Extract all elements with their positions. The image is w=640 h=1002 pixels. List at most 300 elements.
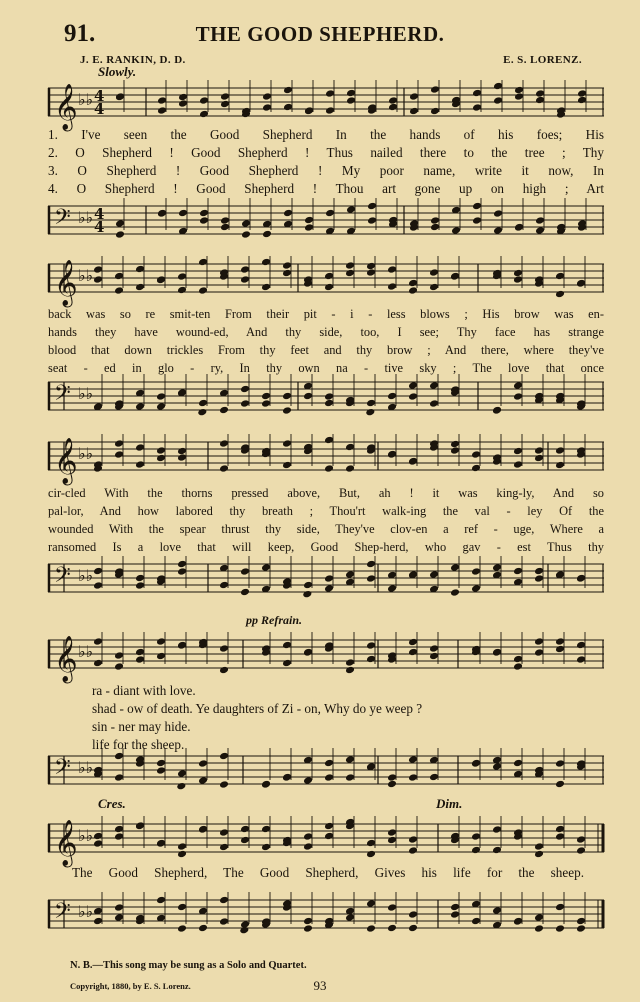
note-head [282,439,292,448]
note-head [304,216,314,225]
note-head [303,581,313,590]
note-head [408,773,418,782]
bass-staff [48,554,604,606]
note-head [115,230,125,239]
note-head [261,843,271,852]
note-head [324,773,334,782]
note-head [408,638,418,647]
key-signature-icon: ♭♭ [78,208,94,227]
note-head [114,773,124,782]
lyric-line: 1. I've seen the Good Shepherd In the hands of his foes; His [48,127,604,142]
note-head [408,910,418,919]
note-head [429,570,439,579]
note-head [513,269,523,278]
note-head [262,92,272,101]
note-head [157,106,167,115]
note-head [514,86,524,95]
note-head [198,286,208,295]
note-head [534,913,544,922]
note-head [261,780,271,789]
note-head [135,460,145,469]
note-head [240,825,250,834]
lyric-line: 4. O Shepherd ! Good Shepherd ! Thou art gone up on high ; Art [48,181,604,196]
note-head [366,262,376,271]
note-head [156,839,166,848]
note-head [408,835,418,844]
treble-staff [48,78,604,130]
note-head [576,641,586,650]
note-head [387,836,397,845]
note-head [345,269,355,278]
note-head [302,590,312,599]
note-head [555,924,565,933]
note-head [93,659,103,668]
lyric-line: hands they have wound-ed, And thy side, too, I see; Thy face has strange [48,325,604,339]
note-head [93,567,103,576]
note-head [239,926,249,935]
note-head [450,588,460,597]
note-head [199,216,209,225]
note-head [177,842,187,851]
note-head [198,258,208,267]
note-head [513,917,523,926]
note-head [135,581,145,590]
note-head [535,216,545,225]
lyric-line: wounded With the spear thrust thy side, They've clov-en a ref - uge, Where a [48,522,604,536]
bass-clef-icon: 𝄢 [54,205,71,235]
key-signature-icon: ♭♭ [78,902,94,921]
note-head [388,103,398,112]
note-head [177,924,187,933]
note-head [367,216,377,225]
note-head [387,282,397,291]
note-head [493,82,503,91]
note-head [114,913,124,922]
note-head [157,209,167,218]
key-signature-icon: ♭♭ [78,642,94,661]
note-head [387,584,397,593]
note-head [325,106,335,115]
note-head [555,446,565,455]
note-head [114,662,124,671]
note-head [156,759,166,768]
note-head [324,283,334,292]
note-head [177,447,187,456]
note-head [555,903,565,912]
note-head [450,563,460,572]
time-signature-icon: 4 [94,205,105,223]
note-head [576,279,586,288]
treble-clef-icon: 𝄞 [54,438,78,484]
note-head [555,780,565,789]
crescendo-marking: Cres. [98,796,126,811]
note-head [282,269,292,278]
treble-clef-icon: 𝄞 [54,820,78,866]
note-head [177,641,187,650]
note-head [513,447,523,456]
note-head [451,226,461,235]
note-head [219,843,229,852]
note-head [429,652,439,661]
note-head [219,828,229,837]
note-head [135,574,145,583]
lyric-line: 3. O Shepherd ! Good Shepherd ! My poor name, write it now, In [48,163,604,178]
note-head [387,780,397,789]
note-head [513,275,523,284]
time-signature-icon: 4 [94,218,105,236]
verse-lyrics [48,484,604,556]
note-head [219,896,229,905]
bass-staff [48,372,604,424]
note-head [93,581,103,590]
note-head [303,917,313,926]
note-head [555,272,565,281]
note-head [198,776,208,785]
note-head [408,648,418,657]
note-head [471,567,481,576]
note-head [324,759,334,768]
note-head [430,107,440,116]
note-head [514,223,524,232]
note-head [492,762,502,771]
note-head [472,89,482,98]
note-head [366,268,376,277]
note-head [472,103,482,112]
lyric-line: blood that down trickles From thy feet and thy brow ; And there, where they've [48,343,604,357]
note-head [577,89,587,98]
note-head [219,464,229,473]
note-head [535,96,545,105]
note-head [514,92,524,101]
note-head [534,446,544,455]
note-head [114,286,124,295]
note-head [492,846,502,855]
note-head [219,406,229,415]
note-head [513,381,523,390]
note-head [430,85,440,94]
note-head [219,666,229,675]
time-signature-icon: 4 [94,87,105,105]
note-head [493,209,503,218]
note-head [262,103,272,112]
note-head [303,842,313,851]
note-head [156,446,166,455]
note-head [535,89,545,98]
note-head [471,917,481,926]
note-head [135,265,145,274]
note-head [492,563,502,572]
note-head [219,581,229,590]
bass-clef-icon: 𝄢 [54,899,71,929]
treble-staff [48,630,604,682]
lyric-line: life for the sheep. [92,737,185,752]
bass-staff [48,890,604,942]
refrain-marking: pp Refrain. [246,613,303,627]
note-head [114,903,124,912]
note-head [346,96,356,105]
copyright-notice: Copyright, 1880, by E. S. Lorenz. [70,981,191,991]
lyric-line: ra - diant with love. [92,683,196,698]
note-head [135,283,145,292]
lyric-line: cir-cled With the thorns pressed above, But, ah ! it was king-ly, And so [48,486,604,500]
key-signature-icon: ♭♭ [78,444,94,463]
note-head [219,780,229,789]
note-head [241,219,251,228]
note-head [345,443,355,452]
note-head [492,825,502,834]
bass-clef-icon: 𝄢 [54,563,71,593]
note-head [472,202,482,211]
key-signature-icon: ♭♭ [78,566,94,585]
note-head [304,223,314,232]
hymn-title: THE GOOD SHEPHERD. [195,22,445,46]
note-head [555,645,565,654]
note-head [156,637,166,646]
verse-lyrics [48,682,604,754]
note-head [534,924,544,933]
note-head [261,399,271,408]
note-head [282,641,292,650]
note-head [366,574,376,583]
lyric-line: 2. O Shepherd ! Good Shepherd ! Thus nailed there to the tree ; Thy [48,145,604,160]
treble-staff [48,254,604,308]
note-head [219,644,229,653]
performance-note: N. B.—This song may be sung as a Solo and Quartet. [70,960,307,971]
note-head [261,258,271,267]
note-head [387,828,397,837]
note-head [135,443,145,452]
note-head [324,392,334,401]
note-head [198,759,208,768]
note-head [135,822,145,831]
note-head [555,759,565,768]
note-head [282,659,292,668]
note-head [387,903,397,912]
note-head [324,464,334,473]
note-head [115,219,125,228]
note-head [282,773,292,782]
note-head [114,752,124,761]
note-head [576,924,586,933]
note-head [93,839,103,848]
note-head [576,917,586,926]
note-head [408,286,418,295]
note-head [345,666,355,675]
note-head [408,392,418,401]
note-head [156,392,166,401]
note-head [429,773,439,782]
note-head [93,832,103,841]
note-head [471,584,481,593]
note-head [513,662,523,671]
note-head [240,265,250,274]
note-head [493,96,503,105]
note-head [219,752,229,761]
note-head [576,846,586,855]
note-head [156,652,166,661]
note-head [346,205,356,214]
note-head [261,283,271,292]
note-head [577,96,587,105]
note-head [345,755,355,764]
note-head [576,655,586,664]
time-signature-icon: 4 [94,100,105,118]
note-head [114,651,124,660]
note-head [324,822,334,831]
note-head [177,903,187,912]
note-head [282,406,292,415]
bass-clef-icon: 𝄢 [54,755,71,785]
note-head [471,832,481,841]
note-head [240,275,250,284]
note-head [408,381,418,390]
note-head [240,588,250,597]
author-credit: J. E. RANKIN, D. D. [80,54,186,66]
note-head [513,392,523,401]
verse-lyrics [48,305,604,377]
note-head [283,86,293,95]
note-head [177,769,187,778]
tempo-marking: Slowly. [98,64,137,79]
note-head [219,439,229,448]
note-head [219,917,229,926]
note-head [303,924,313,933]
lyric-line: pal-lor, And how labored thy breath ; Thou'rt walk-ing the val - ley Of the [48,504,604,518]
note-head [115,93,125,102]
note-head [513,759,523,768]
note-head [450,910,460,919]
note-head [366,641,376,650]
note-head [513,567,523,576]
note-head [576,835,586,844]
note-head [429,268,439,277]
key-signature-icon: ♭♭ [78,90,94,109]
note-head [324,436,334,445]
note-head [157,96,167,105]
note-head [409,107,419,116]
note-head [304,107,314,116]
note-head [408,755,418,764]
page-number: 93 [313,978,327,993]
note-head [156,276,166,285]
note-head [176,782,186,791]
note-head [177,286,187,295]
note-head [535,226,545,235]
note-head [387,773,397,782]
bass-staff [48,746,604,798]
note-head [388,96,398,105]
note-head [156,896,166,905]
note-head [555,832,565,841]
note-head [177,850,187,859]
note-head [366,924,376,933]
note-head [241,230,251,239]
key-signature-icon: ♭♭ [78,758,94,777]
key-signature-icon: ♭♭ [78,266,94,285]
note-head [324,574,334,583]
note-head [282,261,292,270]
note-head [282,461,292,470]
note-head [408,846,418,855]
lyric-line: The Good Shepherd, The Good Shepherd, Gives his life for the sheep. [72,865,584,880]
note-head [492,648,502,657]
note-head [387,450,397,459]
note-head [178,209,188,218]
lyric-line: seat - ed in glo - ry, In thy own na - tive sky ; The love that once [48,361,604,375]
note-head [345,464,355,473]
note-head [240,836,250,845]
note-head [472,216,482,225]
note-head [409,92,419,101]
note-head [220,223,230,232]
note-head [366,839,376,848]
note-head [240,399,250,408]
note-head [366,560,376,569]
note-head [534,637,544,646]
note-head [345,658,355,667]
note-head [387,392,397,401]
note-head [303,776,313,785]
note-head [429,283,439,292]
note-head [450,272,460,281]
treble-clef-icon: 𝄞 [54,84,78,130]
note-head [534,567,544,576]
note-head [282,392,292,401]
key-signature-icon: ♭♭ [78,826,94,845]
note-head [324,832,334,841]
note-head [365,408,375,417]
note-head [345,773,355,782]
note-head [325,89,335,98]
note-head [220,92,230,101]
note-head [93,917,103,926]
note-head [220,100,230,109]
note-head [325,209,335,218]
note-head [303,832,313,841]
note-head [324,272,334,281]
note-head [492,906,502,915]
note-head [534,842,544,851]
note-head [156,766,166,775]
lyric-line: ransomed Is a love that will keep, Good Shep-herd, who gav - est Thus thy [48,540,604,554]
note-head [199,209,209,218]
note-head [156,402,166,411]
note-head [471,464,481,473]
note-head [324,584,334,593]
note-head [240,567,250,576]
note-head [114,439,124,448]
note-head [555,637,565,646]
note-head [387,924,397,933]
note-head [220,216,230,225]
note-head [261,392,271,401]
note-head [283,209,293,218]
note-head [198,399,208,408]
bass-staff [48,196,604,248]
note-head [135,655,145,664]
note-head [534,648,544,657]
note-head [450,903,460,912]
treble-clef-icon: 𝄞 [54,260,78,306]
note-head [429,399,439,408]
note-head [366,899,376,908]
note-head [450,440,460,449]
note-head [366,399,376,408]
note-head [177,272,187,281]
note-head [177,567,187,576]
note-head [450,446,460,455]
composer-credit: E. S. LORENZ. [503,54,582,66]
